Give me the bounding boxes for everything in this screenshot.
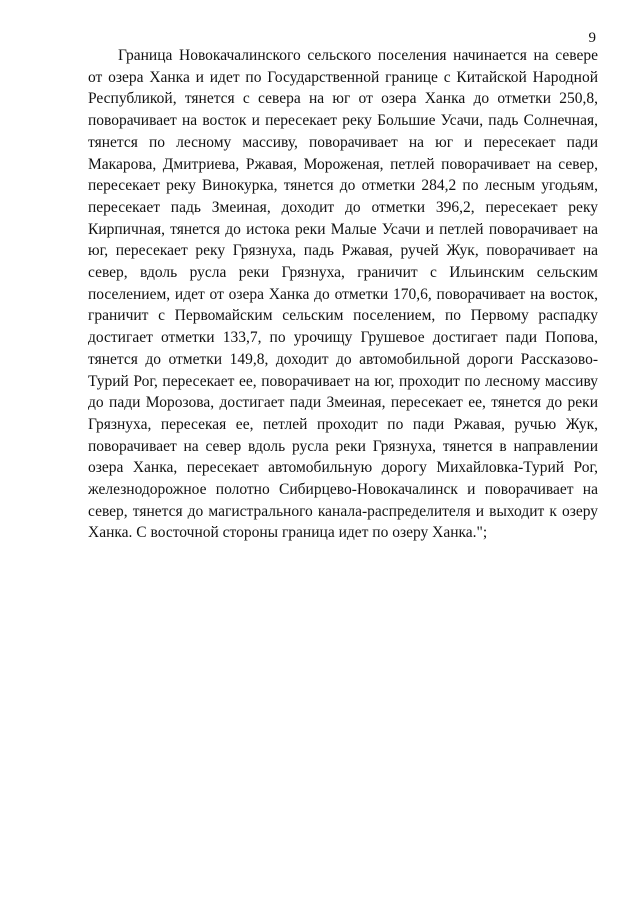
boundary-description-paragraph: Граница Новокачалинского сельского поселения начинается на севере от озера Ханка и идет по Государственной границе с Китайской Народной Республикой, тянется с севера на юг от озера Ханка до отметки 250,8, поворачивает на восток и пересекает реку Большие Усачи, падь Солнечная, тянется по лесному массиву, поворачивает на юг и пересекает пади Макарова, Дмитриева, Ржавая, Мороженая, петлей поворачивает на север, пересекает реку Винокурка, тянется до отметки 284,2 по лесным угодьям, пересекает падь Змеиная, доходит до отметки 396,2, пересекает реку Кирпичная, тянется до истока реки Малые Усачи и петлей поворачивает на юг, пересекает реку Грязнуха, падь Ржавая, ручей Жук, поворачивает на север, вдоль русла реки Грязнуха, граничит с Ильинским сельским поселением, идет от озера Ханка до отметки 170,6, поворачивает на восток, граничит с Первомайским сельским поселением, по Первому распадку достигает отметки 133,7, по урочищу Грушевое достигает пади Попова, тянется до отметки 149,8, доходит до автомобильной дороги Рассказово-Турий Рог, пересекает ее, поворачивает на юг, проходит по лесному массиву до пади Морозова, достигает пади Змеиная, пересекает ее, тянется до реки Грязнуха, пересекая ее, петлей проходит по пади Ржавая, ручью Жук, поворачивает на север вдоль русла реки Грязнуха, тянется в направлении озера Ханка, пересекает автомобильную дорогу Михайловка-Турий Рог, железнодорожное полотно Сибирцево-Новокачалинск и поворачивает на север, тянется до магистрального канала-распределителя и выходит к озеру Ханка. С восточной стороны граница идет по озеру Ханка."; <box>88 47 598 542</box>
page-number: 9 <box>588 30 596 46</box>
